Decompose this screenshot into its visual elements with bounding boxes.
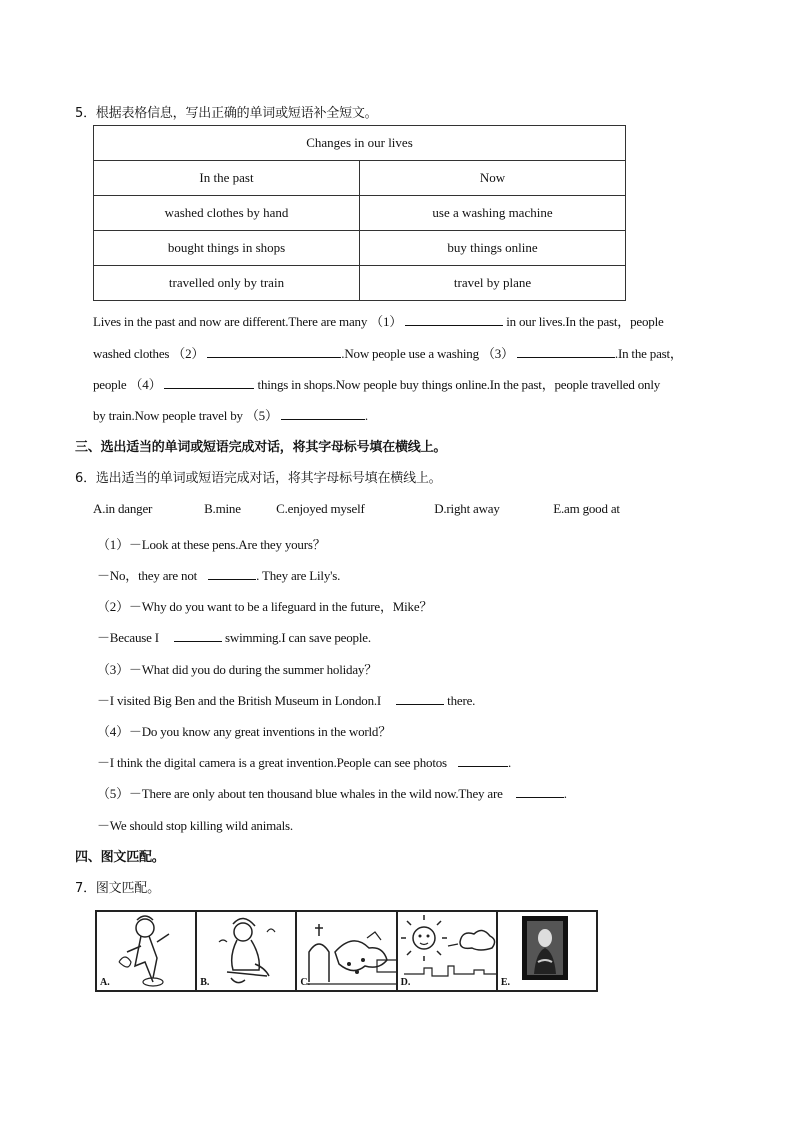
section-4-heading: 四、图文匹配。 <box>75 850 165 865</box>
dialog-text: . They are Lily's. <box>256 568 341 583</box>
option-d: D.right away <box>434 501 500 516</box>
portrait-painting-icon <box>498 912 590 990</box>
dialog-text: . <box>563 786 567 801</box>
blank-2[interactable] <box>207 345 341 358</box>
dialog-blank-2[interactable] <box>174 629 222 642</box>
table-header-now: Now <box>360 161 626 196</box>
q5-heading: 5．根据表格信息，写出正确的单词或短语补全短文。 <box>75 106 378 121</box>
table-title: Changes in our lives <box>94 126 626 161</box>
table-cell: bought things in shops <box>94 231 360 266</box>
blank-5[interactable] <box>281 407 365 420</box>
passage-line-2 <box>93 343 683 362</box>
passage-text: by train.Now people travel by （5） <box>93 408 278 423</box>
passage-text: .In the past， <box>614 346 683 361</box>
dialog-text: there. <box>447 693 476 708</box>
dialog-5-answer: －We should stop killing wild animals. <box>97 818 293 833</box>
q6-heading: 6．选出适当的单词或短语完成对话，将其字母标号填在横线上。 <box>75 471 442 486</box>
table-cell: buy things online <box>360 231 626 266</box>
dialog-4-question: （4）－Do you know any great inventions in the world？ <box>97 724 392 739</box>
passage-line-1 <box>93 311 664 330</box>
passage-text: Lives in the past and now are different.There are many （1） <box>93 314 403 329</box>
picture-d[interactable] <box>398 912 498 990</box>
picture-label: B. <box>200 977 210 988</box>
option-a: A.in danger <box>93 501 153 516</box>
dialog-text: （5）－There are only about ten thousand blue whales in the wild now.They are <box>97 786 503 801</box>
picture-b[interactable] <box>197 912 297 990</box>
passage-text: .Now people use a washing （3） <box>341 346 514 361</box>
girl-reading-icon <box>197 912 297 990</box>
picture-c[interactable] <box>297 912 397 990</box>
picture-e[interactable] <box>498 912 596 990</box>
passage-text: . <box>364 408 368 423</box>
passage-line-4 <box>93 405 368 424</box>
dialog-4-answer <box>97 752 511 771</box>
dialog-text: －I visited Big Ben and the British Museum in London.I <box>97 693 382 708</box>
dialog-text: －Because I <box>97 630 159 645</box>
dialog-blank-1[interactable] <box>208 567 256 580</box>
passage-text: in our lives.In the past，people <box>506 314 664 329</box>
dialog-3-question: （3）－What did you do during the summer holiday？ <box>97 662 378 677</box>
picture-strip <box>95 910 598 992</box>
table-cell: travel by plane <box>360 266 626 301</box>
table-header-past: In the past <box>94 161 360 196</box>
picture-label: E. <box>500 977 510 988</box>
passage-text: washed clothes （2） <box>93 346 205 361</box>
q6-options <box>93 501 620 517</box>
table-cell: travelled only by train <box>94 266 360 301</box>
dialog-blank-5[interactable] <box>516 785 564 798</box>
dialog-text: －I think the digital camera is a great invention.People can see photos <box>97 755 447 770</box>
dialog-3-answer <box>97 690 475 709</box>
q7-heading: 7．图文匹配。 <box>75 881 160 896</box>
table-cell: use a washing machine <box>360 196 626 231</box>
changes-table <box>93 125 626 301</box>
blank-4[interactable] <box>164 376 254 389</box>
picture-label: C. <box>300 977 311 988</box>
section-3-heading: 三、选出适当的单词或短语完成对话，将其字母标号填在横线上。 <box>75 440 447 455</box>
passage-text: things in shops.Now people buy things online.In the past，people travelled only <box>257 377 661 392</box>
option-e: E.am good at <box>553 501 620 516</box>
dialog-text: . <box>507 755 512 770</box>
sun-and-cloud-icon <box>398 912 498 990</box>
dialog-text: swimming.I can save people. <box>225 630 371 645</box>
passage-text: people （4） <box>93 377 162 392</box>
passage-line-3 <box>93 374 660 393</box>
option-b: B.mine <box>204 501 241 516</box>
picture-label: D. <box>400 977 411 988</box>
picture-a[interactable] <box>97 912 197 990</box>
blank-1[interactable] <box>405 313 503 326</box>
dialog-1-question: （1）－Look at these pens.Are they yours？ <box>97 537 326 552</box>
dialog-2-question: （2）－Why do you want to be a lifeguard in the future，Mike？ <box>97 599 433 614</box>
city-scene-icon <box>297 912 397 990</box>
dialog-text: －No，they are not <box>97 568 198 583</box>
cartoon-figure-icon <box>97 912 187 990</box>
dialog-5-question <box>97 783 567 802</box>
dialog-2-answer <box>97 627 371 646</box>
option-c: C.enjoyed myself <box>276 501 365 516</box>
dialog-blank-3[interactable] <box>396 692 444 705</box>
blank-3[interactable] <box>517 345 615 358</box>
dialog-1-answer <box>97 565 340 584</box>
picture-label: A. <box>100 977 110 988</box>
dialog-blank-4[interactable] <box>458 754 508 767</box>
table-cell: washed clothes by hand <box>94 196 360 231</box>
